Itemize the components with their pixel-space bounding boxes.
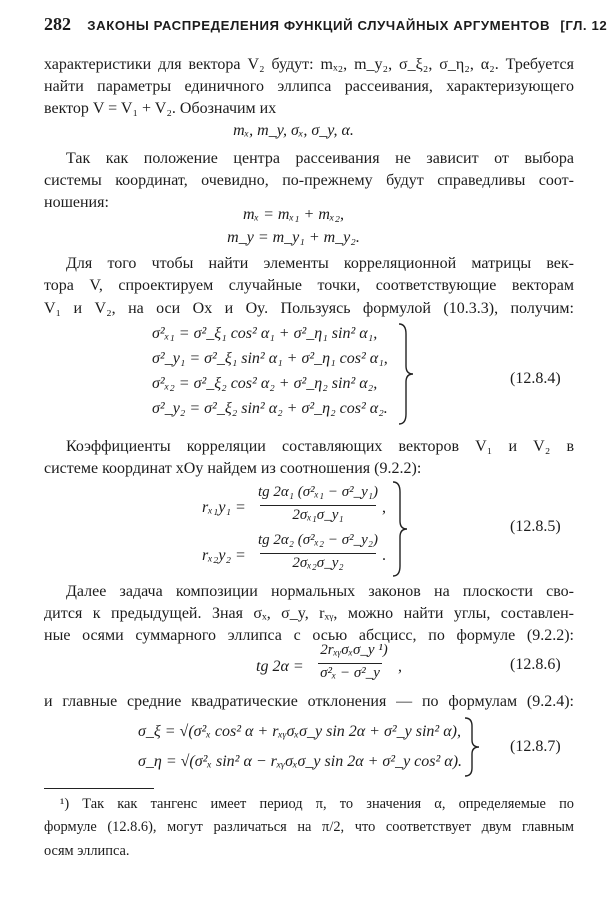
equation-number: (12.8.7) (510, 738, 561, 755)
equation-line: σ²_y₁ = σ²_ξ₁ sin² α₁ + σ²_η₁ cos² α₁, (152, 350, 388, 367)
fraction-numerator: tg 2α₁ (σ²ₓ₁ − σ²_y₁) (258, 484, 379, 500)
equation-number: (12.8.5) (510, 518, 561, 535)
body-line: вектор V = V₁ + V₂. Обозначим их (44, 100, 277, 117)
fraction-numerator: tg 2α₂ (σ²ₓ₂ − σ²_y₂) (258, 532, 379, 548)
footnote-line: ¹) Так как тангенс имеет период π, то значения α, определяемые по (60, 796, 574, 812)
equation-line: σ_η = √(σ²ₓ sin² α − rₓᵧσₓσ_y sin 2α + σ²_y cos² α). (138, 753, 463, 770)
page-number: 282 (44, 14, 71, 34)
equation-line: σ²ₓ₂ = σ²_ξ₂ cos² α₂ + σ²_η₂ sin² α₂, (152, 375, 378, 392)
equation-lhs: rₓ₂y₂ = (202, 547, 246, 564)
footnote-line: формуле (12.8.6), могут различаться на π/2, что соответствует двум главным (44, 819, 574, 835)
body-line: тора V, спроектируем случайные точки, соответствующие векторам (44, 277, 574, 294)
right-brace (462, 716, 482, 778)
equation-lhs: rₓ₁y₁ = (202, 499, 246, 516)
equation-symbols: mₓ, m_y, σₓ, σ_y, α. (233, 122, 354, 139)
equation-lhs: tg 2α = (256, 658, 304, 675)
body-line: характеристики для вектора V₂ будут: mₓ₂, m_y₂, σ_ξ₂, σ_η₂, α₂. Требуется (44, 56, 574, 73)
right-brace (390, 480, 410, 578)
comma: , (382, 499, 386, 516)
body-line: Далее задача композиции нормальных законов на плоскости сво- (66, 583, 574, 600)
body-line: системе координат xOy найдем из соотношения (9.2.2): (44, 460, 422, 477)
equation-mx: mₓ = mₓ₁ + mₓ₂, (242, 206, 345, 223)
body-line: системы координат, очевидно, по-прежнему будут справедливы соот- (44, 172, 574, 189)
fraction-bar (260, 505, 376, 506)
equation-line: σ²ₓ₁ = σ²_ξ₁ cos² α₁ + σ²_η₁ sin² α₁, (152, 325, 378, 342)
footnote-rule (44, 788, 154, 789)
body-line: найти параметры единичного эллипса рассеивания, характеризующего (44, 78, 574, 95)
equation-my: m_y = m_y₁ + m_y₂. (227, 229, 360, 246)
body-line: Так как положение центра рассеивания не зависит от выбора (66, 150, 574, 167)
fraction-denominator: 2σₓ₁σ_y₁ (292, 507, 344, 523)
fraction-numerator: 2rₓᵧσₓσ_y ¹) (320, 642, 388, 658)
equation-line: σ²_y₂ = σ²_ξ₂ sin² α₂ + σ²_η₂ cos² α₂. (152, 400, 388, 417)
equation-number: (12.8.4) (510, 370, 561, 387)
right-brace (396, 322, 416, 426)
body-line: Коэффициенты корреляции составляющих векторов V₁ и V₂ в (66, 438, 574, 455)
body-line: дится к предыдущей. Зная σₓ, σ_y, rₓᵧ, можно найти углы, составлен- (44, 605, 574, 622)
body-line: V₁ и V₂, на оси Ox и Oy. Пользуясь формулой (10.3.3), получим: (44, 300, 574, 317)
fraction-denominator: σ²ₓ − σ²_y (320, 665, 380, 681)
equation-line: σ_ξ = √(σ²ₓ cos² α + rₓᵧσₓσ_y sin 2α + σ²_y sin² α), (138, 723, 461, 740)
running-header (44, 14, 607, 36)
fraction-denominator: 2σₓ₂σ_y₂ (292, 555, 344, 571)
fraction-bar (260, 553, 376, 554)
footnote-line: осям эллипса. (44, 843, 130, 859)
running-title: ЗАКОНЫ РАСПРЕДЕЛЕНИЯ ФУНКЦИЙ СЛУЧАЙНЫХ АРГУМЕНТОВ (87, 18, 551, 33)
body-line: Для того чтобы найти элементы корреляционной матрицы век- (66, 255, 574, 272)
body-line: ношения: (44, 194, 109, 211)
fraction-bar (318, 663, 382, 664)
body-line: и главные средние квадратические отклонения — по формулам (9.2.4): (44, 693, 574, 710)
comma: , (398, 658, 402, 675)
equation-number: (12.8.6) (510, 656, 561, 673)
period: . (382, 547, 386, 564)
chapter-label: [ГЛ. 12 (560, 18, 607, 33)
body-line: ные осями суммарного эллипса с осью абсцисс, по формуле (9.2.2): (44, 627, 574, 644)
